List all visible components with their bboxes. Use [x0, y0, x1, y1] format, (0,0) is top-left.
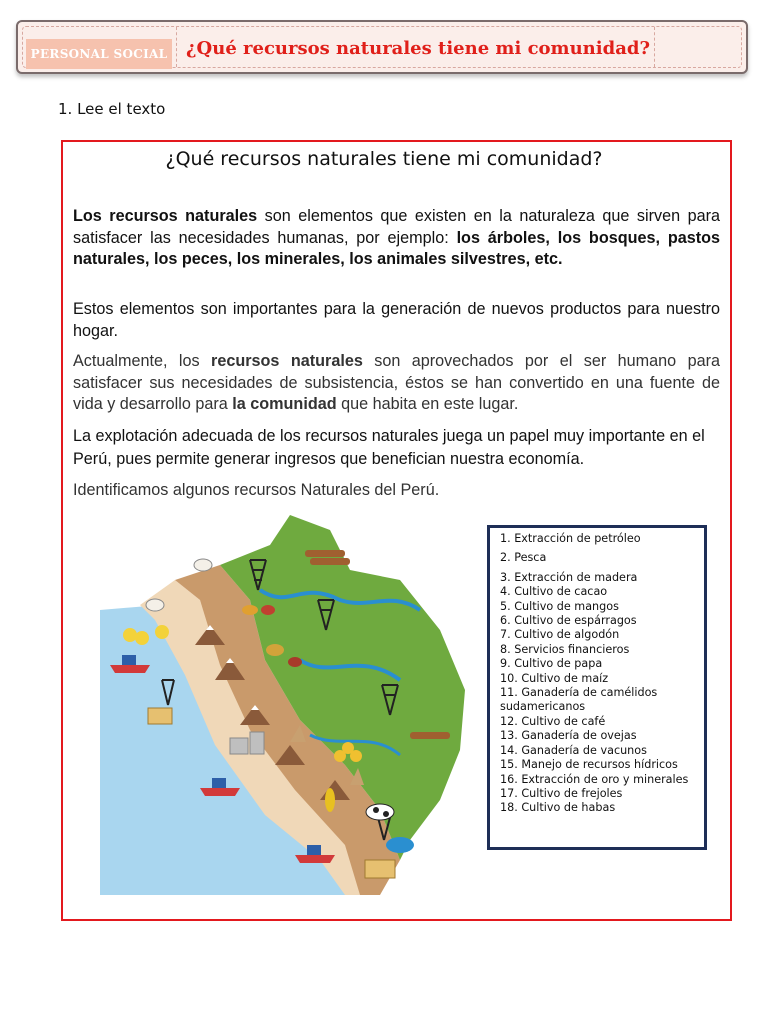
paragraph-identify: Identificamos algunos recursos Naturales del Perú. [73, 481, 440, 499]
legend-item: 7. Cultivo de algodón [500, 628, 620, 642]
legend-item: 10. Cultivo de maíz [500, 671, 609, 685]
paragraph-usage: Actualmente, los recursos naturales son aprovechados por el ser humano para satisfacer sus necesidades de subsistencia, éstos se han convertido en una fuente de vida y desarrollo para la comunidad que habita en este lugar. [73, 352, 721, 413]
legend-item: 8. Servicios financieros [500, 642, 630, 656]
legend-item: 16. Extracción de oro y minerales [500, 772, 689, 786]
lake [386, 837, 414, 853]
legend-item: 2. Pesca [500, 551, 547, 565]
legend-item: 9. Cultivo de papa [500, 657, 603, 671]
map-legend [487, 525, 707, 850]
page-title: ¿Qué recursos naturales tiene mi comunidad? [186, 38, 650, 59]
legend-item: 12. Cultivo de café [500, 714, 606, 728]
paragraph-economy: La explotación adecuada de los recursos naturales juega un papel muy importante en el Perú, pues permite generar ingresos que benefician nuestra economía. [73, 427, 705, 468]
paragraph-importance: Estos elementos son importantes para la generación de nuevos productos para nuestro hogar. [73, 300, 720, 340]
legend-item: 18. Cultivo de habas [500, 801, 616, 815]
legend-item: 5. Cultivo de mangos [500, 599, 619, 613]
reading-title: ¿Qué recursos naturales tiene mi comunidad? [165, 148, 603, 170]
banner-divider [654, 27, 656, 67]
instruction: 1. Lee el texto [58, 100, 166, 118]
legend-item: 11. Ganadería de camélidos sudamericanos [500, 686, 658, 714]
paragraph-definition: Los recursos naturales son elementos que existen en la naturaleza que sirven para satisfacer las necesidades humanas, por ejemplo: los árboles, los bosques, pastos naturales, los peces, los minerales, los animales silvestres, etc. [73, 207, 721, 268]
legend-item: 13. Ganadería de ovejas [500, 729, 637, 743]
legend-item: 6. Cultivo de espárragos [500, 614, 637, 628]
peru-resources-map [100, 510, 480, 895]
legend-item: 17. Cultivo de frejoles [500, 786, 623, 800]
legend-item: 1. Extracción de petróleo [500, 532, 641, 545]
legend-item: 15. Manejo de recursos hídricos [500, 758, 678, 772]
legend-item: 3. Extracción de madera [500, 570, 638, 584]
subject-tag: PERSONAL SOCIAL [26, 39, 172, 69]
legend-item: 4. Cultivo de cacao [500, 585, 608, 599]
banner-divider [176, 27, 178, 67]
legend-item: 14. Ganadería de vacunos [500, 743, 647, 757]
